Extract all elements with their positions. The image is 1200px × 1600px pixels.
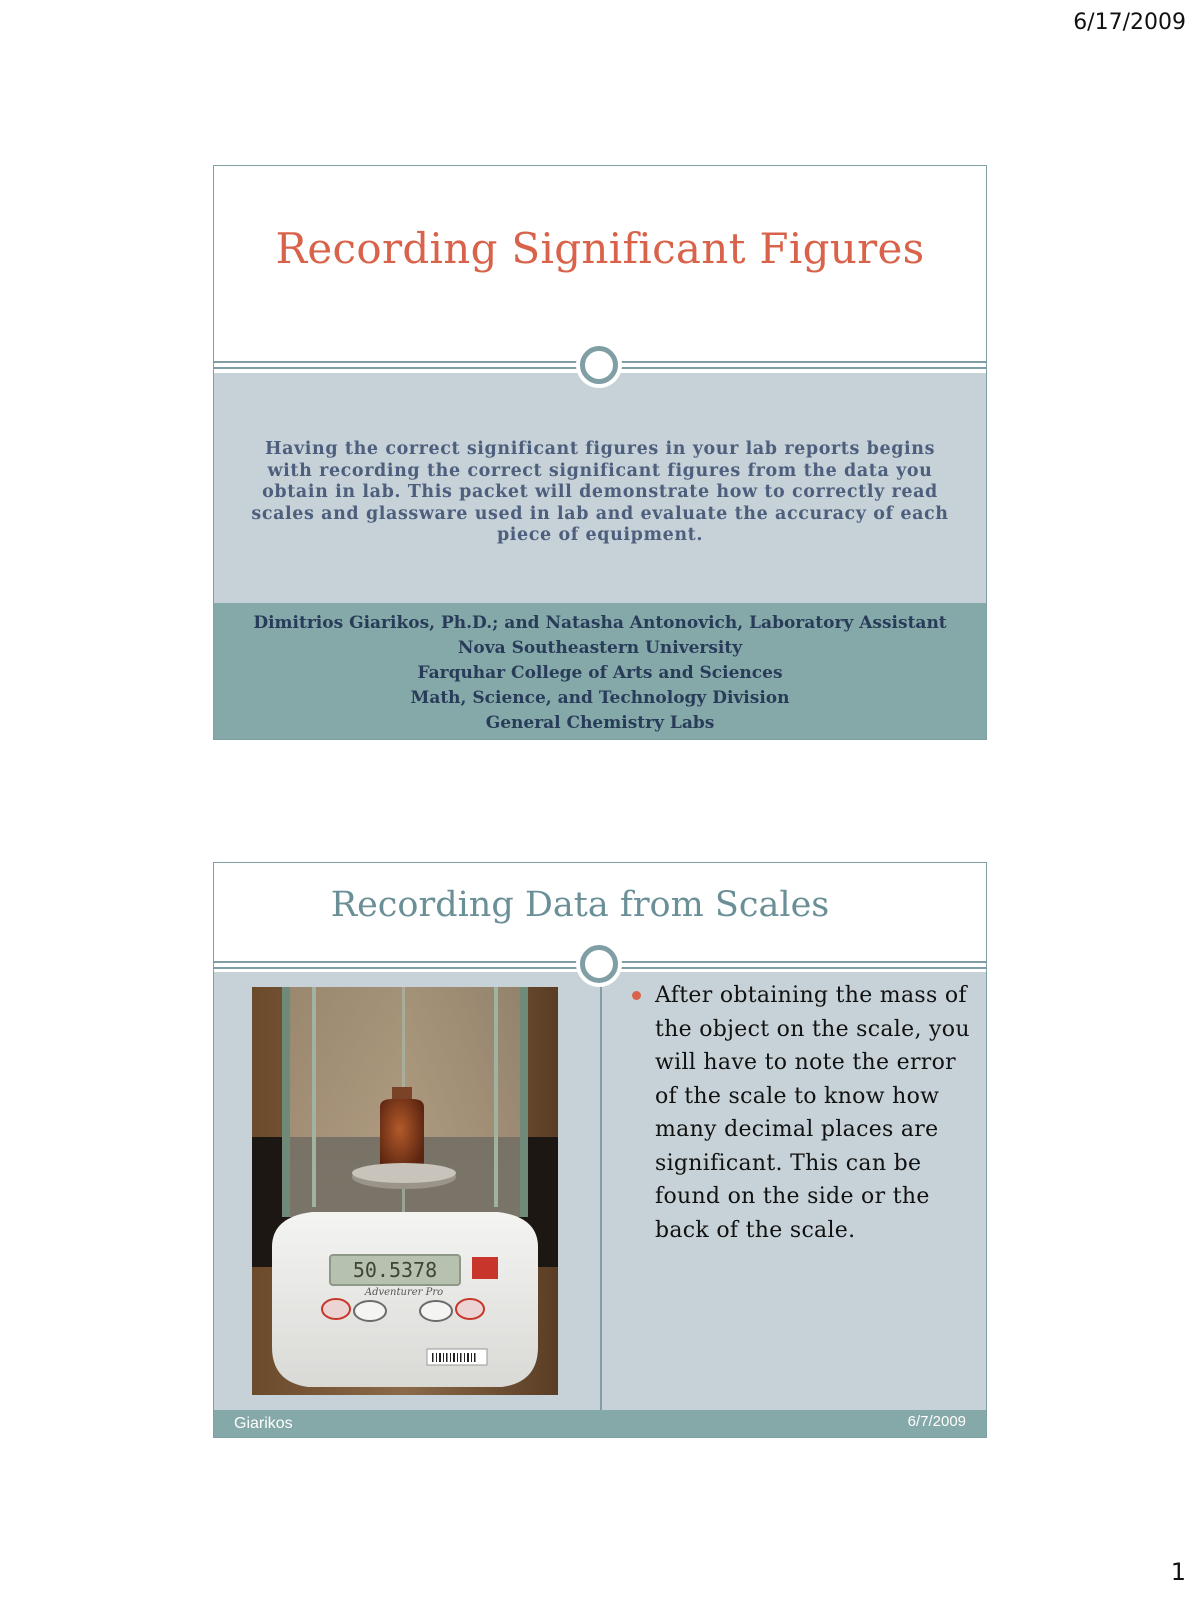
credit-university: Nova Southeastern University [457,638,743,658]
credits-panel [214,603,986,740]
balance-display-reading: 50.5378 [352,1258,438,1282]
slide-footer [214,1410,986,1438]
slide-scales [213,862,987,1438]
credit-college: Farquhar College of Arts and Sciences [417,663,783,683]
credit-labs: General Chemistry Labs [485,713,715,733]
ring-ornament-icon [580,346,618,384]
bullet-item [632,979,972,1247]
page-number: 1 [1170,1558,1186,1586]
ring-ornament-icon [580,945,618,983]
title-area [214,166,986,366]
abstract-text: Having the correct significant figures in your lab reports begins with recording the correct significant figures from the data you obtain in lab. This packet will demonstrate how to correctly read scales and glassware used in lab and evaluate the accuracy of each piece of equipment. [251,439,949,545]
page-date: 6/17/2009 [1073,10,1186,35]
abstract-panel [214,373,986,603]
bullet-dot-icon [632,991,641,1000]
bullet-text: After obtaining the mass of the object on the scale, you will have to note the error of the scale to know how many decimal places are significant. This can be found on the side or the back of the scale. [655,983,970,1243]
footer-author: Giarikos [234,1415,293,1432]
column-divider [600,972,602,1410]
slide-title-heading: Recording Data from Scales [330,885,830,925]
footer-date: 6/7/2009 [907,1413,966,1430]
slide-title-heading: Recording Significant Figures [275,224,925,273]
credit-division: Math, Science, and Technology Division [410,688,790,708]
balance-photo [252,987,558,1395]
slide-title [213,165,987,740]
credit-authors: Dimitrios Giarikos, Ph.D.; and Natasha Antonovich, Laboratory Assistant [253,613,947,633]
balance-brand-label: Adventurer Pro [364,1287,444,1298]
